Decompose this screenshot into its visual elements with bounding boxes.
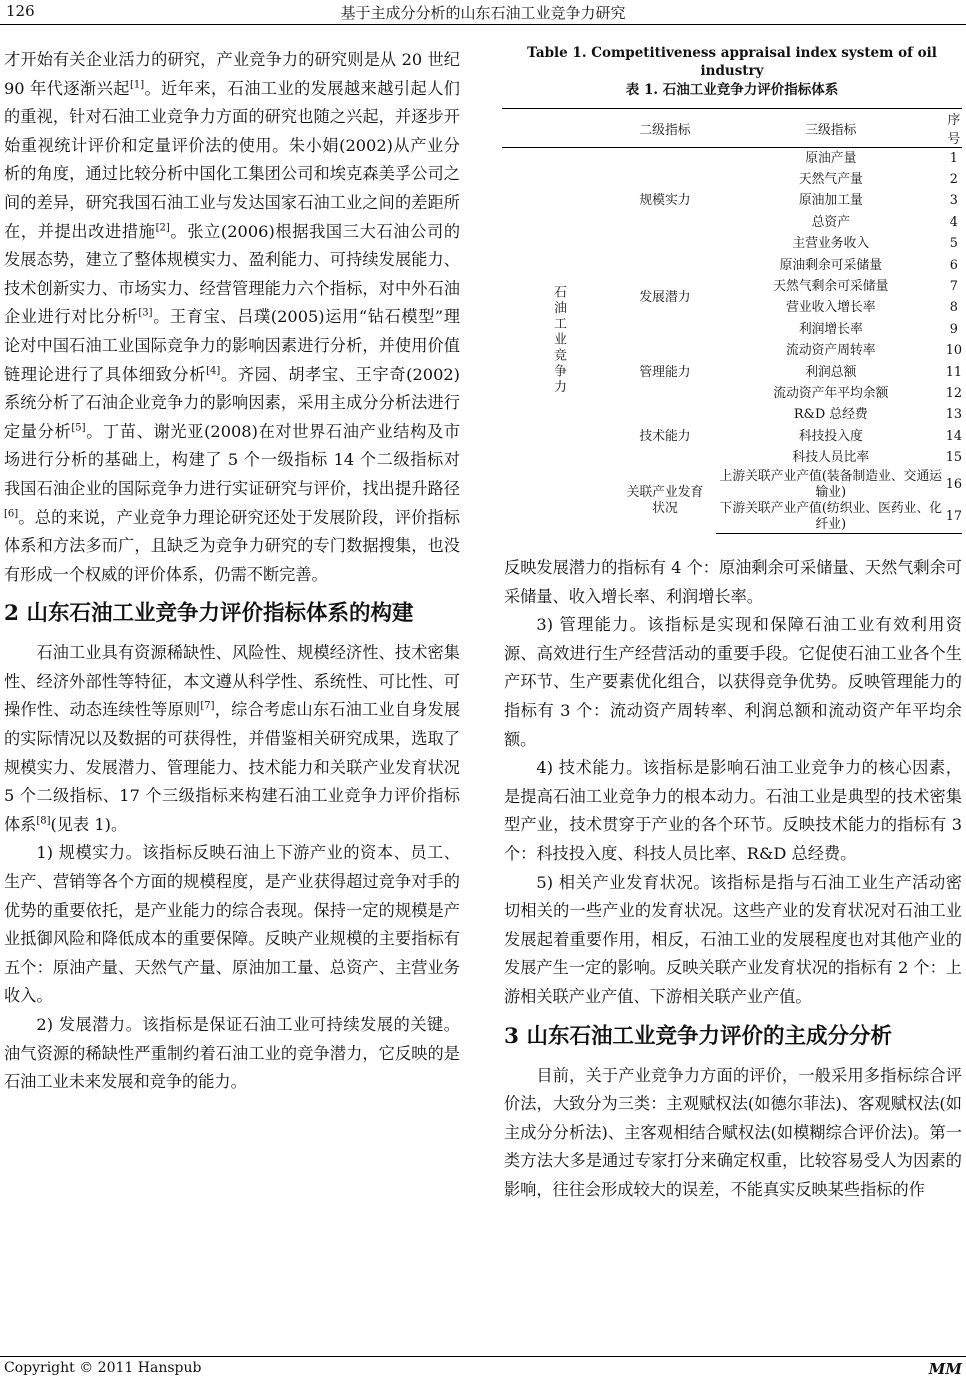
- citation: [6]: [4, 508, 19, 520]
- indicator-number: 8: [949, 300, 958, 316]
- paragraph-technical-ability: 4) 技术能力。该指标是影响石油工业竞争力的核心因素，是提高石油工业竞争力的根本动力。石油工业是典型的技术密集型产业，技术贯穿于产业的各个环节。反映技术能力的指标有 3 个：科技投入度、科技人员比率、R&D 总经费。: [504, 758, 962, 863]
- header-blank: [502, 109, 614, 148]
- indicator-number: 10: [945, 343, 962, 359]
- indicator-name: 天然气产量: [798, 172, 863, 188]
- text-run: 。近年来，石油工业的发展越来越引起人们的重视，针对石油工业竞争力方面的研究也随之兴起，并逐步开始重视统计评价和定量评价法的使用。朱小娟(2002)从产业分析的角度，通过比较分析中国化工集团公司和埃克森美孚公司之间的差异，研究我国石油工业与发达国家石油工业之间的差距所在，并提出改进措施: [4, 78, 460, 241]
- text-run: 。张立(2006)根据我国三大石油公司的发展态势，建立了整体规模实力、盈利能力、可持续发展能力、技术创新实力、市场实力、经营管理能力六个指标，对中外石油企业进行对比分析: [4, 221, 461, 327]
- text-run: 。丁苗、谢光亚(2008)在对世界石油产业结构及市场进行分析的基础上，构建了 5 个一级指标 14 个二级指标对我国石油企业的国际竞争力进行实证研究与评价，找出提升路径: [4, 421, 461, 498]
- right-column: [504, 554, 962, 1204]
- left-column: [4, 46, 460, 1097]
- running-title: 基于主成分分析的山东石油工业竞争力研究: [340, 4, 626, 22]
- indicator-name: 原油产量: [805, 150, 857, 166]
- citation: [3]: [138, 307, 153, 319]
- indicator-name: 天然气剩余可采储量: [773, 279, 889, 295]
- page-footer: [0, 1360, 966, 1382]
- header-serial: 序号: [946, 109, 962, 148]
- text-run: ，综合考虑山东石油工业自身发展的实际情况以及数据的可获得性，并借鉴相关研究成果，选取了规模实力、发展潜力、管理能力、技术能力和关联产业发育状况 5 个二级指标、17 个三级指标来构建石油工业竞争力评价指标体系: [4, 700, 461, 834]
- citation: [8]: [36, 815, 51, 827]
- indicator-name: 主营业务收入: [792, 236, 870, 252]
- indicator-name: 流动资产年平均余额: [773, 385, 889, 401]
- page-number: 126: [6, 2, 35, 20]
- citation: [1]: [129, 79, 145, 91]
- citation: [2]: [155, 222, 170, 234]
- text-run: 。王育宝、吕璞(2005)运用“钻石模型”理论对中国石油工业国际竞争力的影响因素进行分析，并使用价值链理论进行了具体细致分析: [4, 307, 460, 384]
- table-caption-en: Table 1. Competitiveness appraisal index system of oil industry: [527, 45, 937, 79]
- indicator-name: 下游关联产业产值(纺织业、医药业、化纤业): [716, 501, 946, 534]
- indicator-number: 7: [949, 279, 958, 295]
- footer-rule: [0, 1356, 966, 1357]
- paragraph-development-potential: 2) 发展潜力。该指标是保证石油工业可持续发展的关键。油气资源的稀缺性严重制约着石油工业的竞争潜力，它反映的是石油工业未来发展和竞争的能力。: [4, 1015, 460, 1092]
- index-system-table: [502, 108, 962, 534]
- paragraph-potential-indicators: 反映发展潜力的指标有 4 个：原油剩余可采储量、天然气剩余可采储量、收入增长率、利润增长率。: [504, 558, 962, 606]
- indicator-name: 科技人员比率: [792, 450, 870, 466]
- indicator-number: 3: [949, 193, 958, 209]
- table-caption-zh: 表 1. 石油工业竞争力评价指标体系: [625, 82, 839, 98]
- group-name: 规模实力: [639, 193, 691, 209]
- first-level-indicator: 石油工业竞争力: [551, 285, 566, 396]
- indicator-name: 原油剩余可采储量: [779, 257, 882, 273]
- page-header: [0, 0, 966, 26]
- indicator-number: 9: [949, 321, 958, 337]
- text-run: 。总的来说，产业竞争力理论研究还处于发展阶段，评价指标体系和方法多而广，且缺乏为竞争力研究的专门数据搜集，也没有形成一个权威的评价体系，仍需不断完善。: [4, 507, 460, 584]
- indicator-number: 11: [945, 364, 962, 380]
- indicator-number: 15: [945, 450, 962, 466]
- indicator-number: 6: [949, 257, 958, 273]
- citation: [5]: [71, 422, 86, 434]
- citation: [7]: [200, 701, 215, 713]
- indicator-name: 上游关联产业产值(装备制造业、交通运输业): [719, 468, 943, 500]
- header-second-level: 二级指标: [614, 109, 716, 148]
- indicator-number: 12: [945, 385, 962, 401]
- indicator-name: 科技投入度: [798, 428, 863, 444]
- indicator-number: 16: [945, 476, 962, 492]
- group-name: 发展潜力: [639, 289, 691, 305]
- paragraph-management-ability: 3) 管理能力。该指标是实现和保障石油工业有效利用资源、高效进行生产经营活动的重要手段。它促使石油工业各个生产环节、生产要素优化组合，以获得竞争优势。反映管理能力的指标有 3 个：流动资产周转率、利润总额和流动资产年平均余额。: [504, 615, 962, 749]
- indicator-name: 原油加工量: [798, 193, 863, 209]
- paragraph-index-system: [4, 639, 460, 839]
- indicator-name: 流动资产周转率: [786, 343, 876, 359]
- group-name: 关联产业发育状况: [626, 485, 704, 517]
- text-run: 才开始有关企业活力的研究，产业竞争力的研究则是从 20 世纪 90 年代逐渐兴起: [4, 50, 460, 98]
- group-name: 技术能力: [639, 428, 691, 444]
- paragraph-evaluation-methods: 目前，关于产业竞争力方面的评价，一般采用多指标综合评价法，大致分为三类：主观赋权法(如德尔菲法)、客观赋权法(如主成分分析法)、主客观相结合赋权法(如模糊综合评价法)。第一类方法大多是通过专家打分来确定权重，比较容易受人为因素的影响，往往会形成较大的误差，不能真实反映某些指标的作: [504, 1065, 962, 1199]
- journal-abbrev: MM: [928, 1360, 962, 1378]
- section-2-heading: 2 山东石油工业竞争力评价指标体系的构建: [4, 601, 414, 627]
- text-run: 。齐园、胡孝宝、王宇奇(2002)系统分析了石油企业竞争力的影响因素，采用主成分分析法进行定量分析: [4, 364, 460, 441]
- text-run: (见表 1)。: [50, 814, 128, 834]
- header-third-level: 三级指标: [716, 109, 946, 148]
- index-system-table-block: [502, 44, 962, 534]
- indicator-name: 营业收入增长率: [786, 300, 876, 316]
- indicator-name: 利润增长率: [798, 321, 863, 337]
- header-rule: [0, 24, 966, 25]
- indicator-number: 2: [949, 172, 958, 188]
- indicator-number: 14: [945, 428, 962, 444]
- table-header-row: [502, 109, 962, 148]
- indicator-number: 5: [949, 236, 958, 252]
- indicator-name: 总资产: [811, 214, 850, 230]
- indicator-name: 利润总额: [805, 364, 857, 380]
- indicator-name: R&D 总经费: [793, 407, 868, 423]
- group-name: 管理能力: [639, 364, 691, 380]
- copyright: Copyright © 2011 Hanspub: [4, 1360, 202, 1376]
- table-row: [502, 148, 962, 170]
- indicator-number: 17: [946, 501, 962, 534]
- section-3-heading: 3 山东石油工业竞争力评价的主成分分析: [504, 1023, 892, 1049]
- indicator-number: 4: [949, 214, 958, 230]
- indicator-number: 1: [949, 150, 958, 166]
- text-run: 石油工业具有资源稀缺性、风险性、规模经济性、技术密集性、经济外部性等特征，本文遵从科学性、系统性、可比性、可操作性、动态连续性等原则: [4, 643, 460, 720]
- paragraph-related-industries: 5) 相关产业发育状况。该指标是指与石油工业生产活动密切相关的一些产业的发育状况。这些产业的发育状况对石油工业发展起着重要作用，相反，石油工业的发展程度也对其他产业的发展产生一定的影响。反映关联产业发育状况的指标有 2 个：上游相关联产业产值、下游相关联产业产值。: [504, 872, 962, 1006]
- indicator-number: 13: [945, 407, 962, 423]
- paragraph-literature-review: [4, 46, 460, 589]
- citation: [4]: [206, 365, 221, 377]
- paragraph-scale-strength: 1) 规模实力。该指标反映石油上下游产业的资本、员工、生产、营销等各个方面的规模程度，是产业获得超过竞争对手的优势的重要依托，是产业能力的综合表现。保持一定的规模是产业抵御风险和降低成本的重要保障。反映产业规模的主要指标有五个：原油产量、天然气产量、原油加工量、总资产、主营业务收入。: [4, 843, 460, 1006]
